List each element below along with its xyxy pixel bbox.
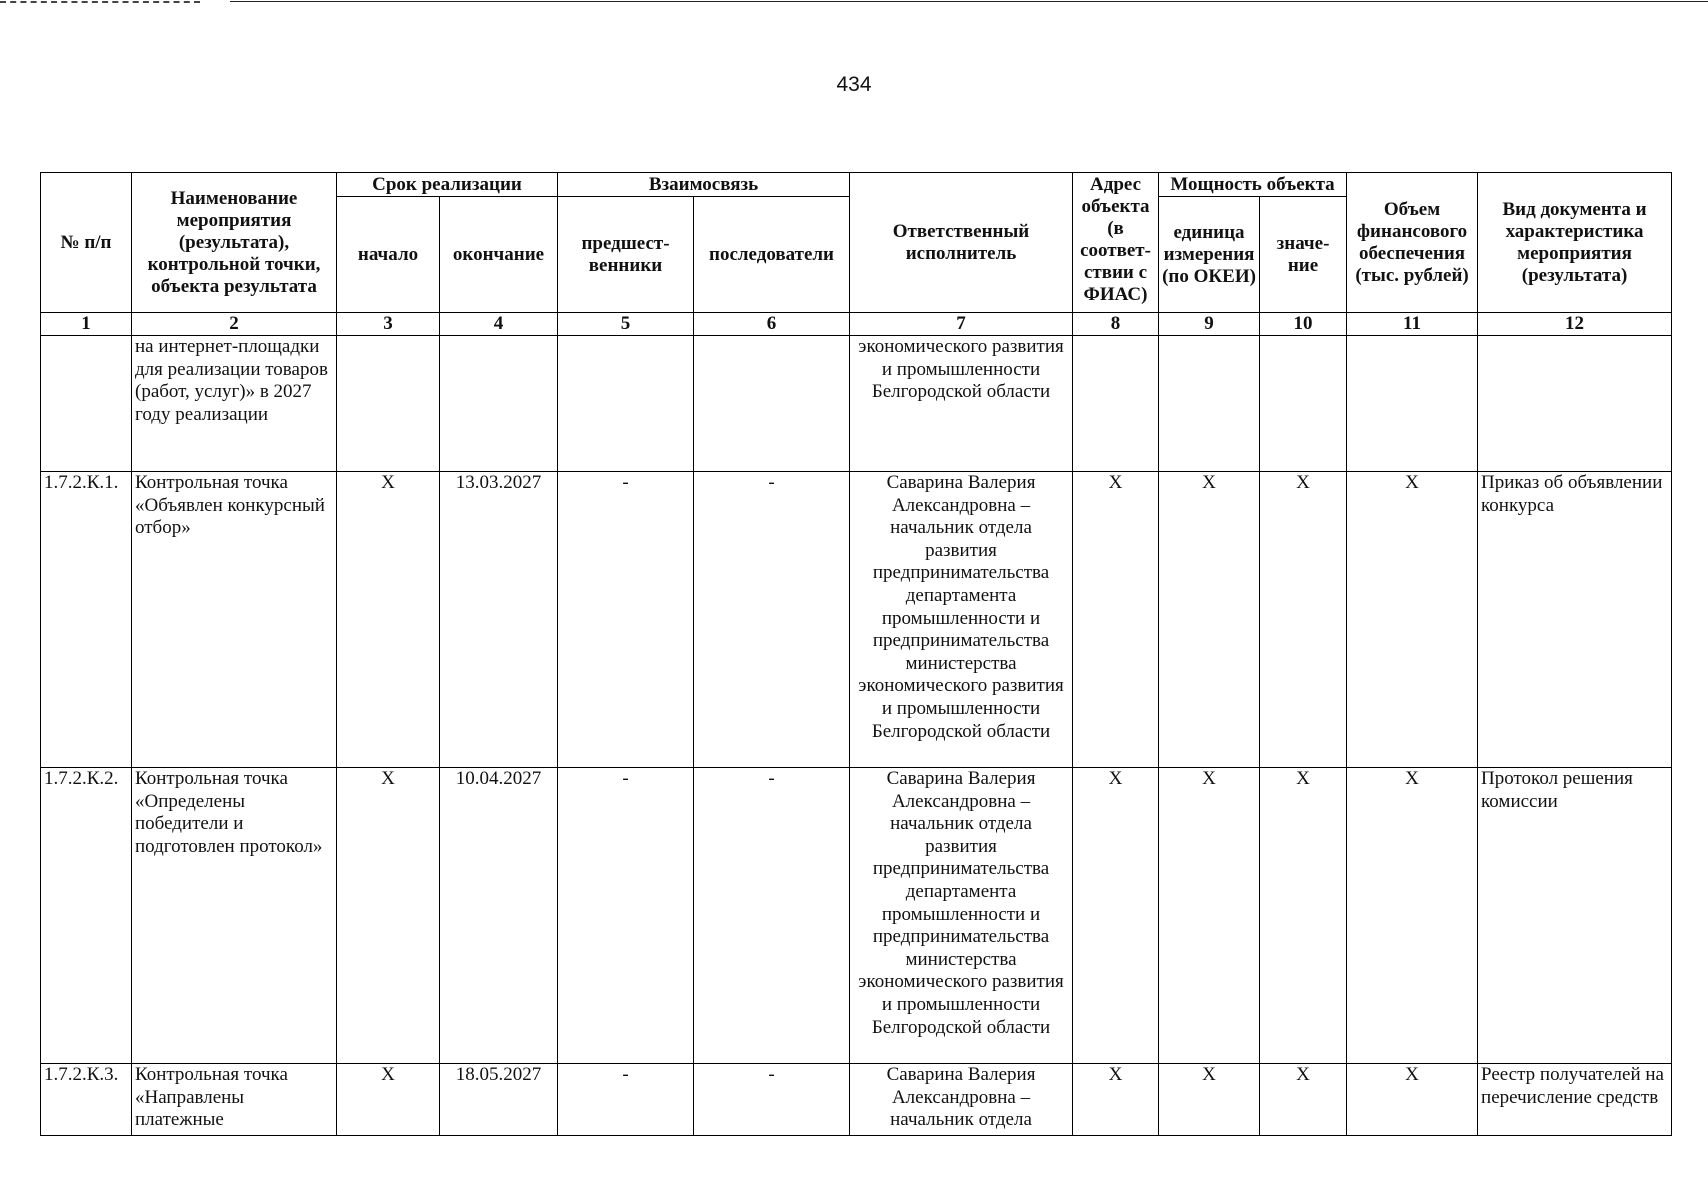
row-successors bbox=[694, 336, 850, 472]
row-end bbox=[440, 336, 558, 472]
row-predecessors: - bbox=[558, 768, 694, 1064]
row-unit: Х bbox=[1159, 1064, 1260, 1136]
row-address: Х bbox=[1073, 1064, 1159, 1136]
row-responsible: Саварина Валерия Александровна – начальник отдела развития предпринимательства департамента промышленности и предпринимательства министерства экономического развития и промышленности Белгородской области bbox=[850, 472, 1073, 768]
row-value bbox=[1260, 336, 1347, 472]
row-start bbox=[337, 336, 440, 472]
header-value: значе-ние bbox=[1260, 197, 1347, 313]
row-responsible: Саварина Валерия Александровна – начальник отдела bbox=[850, 1064, 1073, 1136]
row-start: Х bbox=[337, 768, 440, 1064]
header-power-group: Мощность объекта bbox=[1159, 173, 1347, 197]
row-name: Контрольная точка «Объявлен конкурсный отбор» bbox=[132, 472, 337, 768]
column-number: 11 bbox=[1347, 313, 1478, 336]
row-value: Х bbox=[1260, 472, 1347, 768]
row-predecessors: - bbox=[558, 1064, 694, 1136]
column-number: 12 bbox=[1478, 313, 1672, 336]
row-predecessors bbox=[558, 336, 694, 472]
row-value: Х bbox=[1260, 1064, 1347, 1136]
column-number: 9 bbox=[1159, 313, 1260, 336]
page-number: 434 bbox=[836, 73, 872, 96]
row-number bbox=[41, 336, 132, 472]
row-address: Х bbox=[1073, 472, 1159, 768]
row-responsible: экономического развития и промышленности Белгородской области bbox=[850, 336, 1073, 472]
row-unit bbox=[1159, 336, 1260, 472]
row-end: 10.04.2027 bbox=[440, 768, 558, 1064]
header-num: № п/п bbox=[41, 173, 132, 313]
header-unit: единица измерения (по ОКЕИ) bbox=[1159, 197, 1260, 313]
row-start: Х bbox=[337, 1064, 440, 1136]
row-financing: Х bbox=[1347, 472, 1478, 768]
header-predecessors: предшест-венники bbox=[558, 197, 694, 313]
header-financing: Объем финансового обеспечения (тыс. рублей) bbox=[1347, 173, 1478, 313]
header-responsible: Ответственный исполнитель bbox=[850, 173, 1073, 313]
column-number: 4 bbox=[440, 313, 558, 336]
header-start: начало bbox=[337, 197, 440, 313]
header-name: Наименование мероприятия (результата), контрольной точки, объекта результата bbox=[132, 173, 337, 313]
column-number: 10 bbox=[1260, 313, 1347, 336]
row-document bbox=[1478, 336, 1672, 472]
table-row bbox=[41, 768, 1672, 1064]
row-successors: - bbox=[694, 768, 850, 1064]
row-number: 1.7.2.К.2. bbox=[41, 768, 132, 1064]
row-name: Контрольная точка «Направлены платежные bbox=[132, 1064, 337, 1136]
row-successors: - bbox=[694, 1064, 850, 1136]
column-number: 1 bbox=[41, 313, 132, 336]
row-predecessors: - bbox=[558, 472, 694, 768]
header-successors: последователи bbox=[694, 197, 850, 313]
header-address: Адрес объекта (в соответ-ствии с ФИАС) bbox=[1073, 173, 1159, 313]
column-number: 7 bbox=[850, 313, 1073, 336]
column-numbers-row bbox=[41, 313, 1672, 336]
scan-top-border bbox=[0, 0, 1708, 3]
row-end: 18.05.2027 bbox=[440, 1064, 558, 1136]
plan-table bbox=[40, 172, 1672, 1136]
table-row bbox=[41, 336, 1672, 472]
table-row bbox=[41, 1064, 1672, 1136]
row-number: 1.7.2.К.3. bbox=[41, 1064, 132, 1136]
column-number: 2 bbox=[132, 313, 337, 336]
column-number: 8 bbox=[1073, 313, 1159, 336]
row-number: 1.7.2.К.1. bbox=[41, 472, 132, 768]
column-number: 5 bbox=[558, 313, 694, 336]
header-term-group: Срок реализации bbox=[337, 173, 558, 197]
column-number: 6 bbox=[694, 313, 850, 336]
row-financing: Х bbox=[1347, 1064, 1478, 1136]
row-unit: Х bbox=[1159, 768, 1260, 1064]
row-financing bbox=[1347, 336, 1478, 472]
row-address bbox=[1073, 336, 1159, 472]
row-document: Приказ об объявлении конкурса bbox=[1478, 472, 1672, 768]
row-value: Х bbox=[1260, 768, 1347, 1064]
header-link-group: Взаимосвязь bbox=[558, 173, 850, 197]
column-number: 3 bbox=[337, 313, 440, 336]
row-end: 13.03.2027 bbox=[440, 472, 558, 768]
row-start: Х bbox=[337, 472, 440, 768]
header-document: Вид документа и характеристика мероприятия (результата) bbox=[1478, 173, 1672, 313]
row-document: Реестр получателей на перечисление средств bbox=[1478, 1064, 1672, 1136]
row-successors: - bbox=[694, 472, 850, 768]
row-responsible: Саварина Валерия Александровна – начальник отдела развития предпринимательства департамента промышленности и предпринимательства министерства экономического развития и промышленности Белгородской области bbox=[850, 768, 1073, 1064]
row-address: Х bbox=[1073, 768, 1159, 1064]
row-name: на интернет-площадки для реализации товаров (работ, услуг)» в 2027 году реализации bbox=[132, 336, 337, 472]
row-name: Контрольная точка «Определены победители и подготовлен протокол» bbox=[132, 768, 337, 1064]
table-row bbox=[41, 472, 1672, 768]
row-financing: Х bbox=[1347, 768, 1478, 1064]
row-document: Протокол решения комиссии bbox=[1478, 768, 1672, 1064]
header-row-1 bbox=[41, 173, 1672, 197]
header-end: окончание bbox=[440, 197, 558, 313]
row-unit: Х bbox=[1159, 472, 1260, 768]
